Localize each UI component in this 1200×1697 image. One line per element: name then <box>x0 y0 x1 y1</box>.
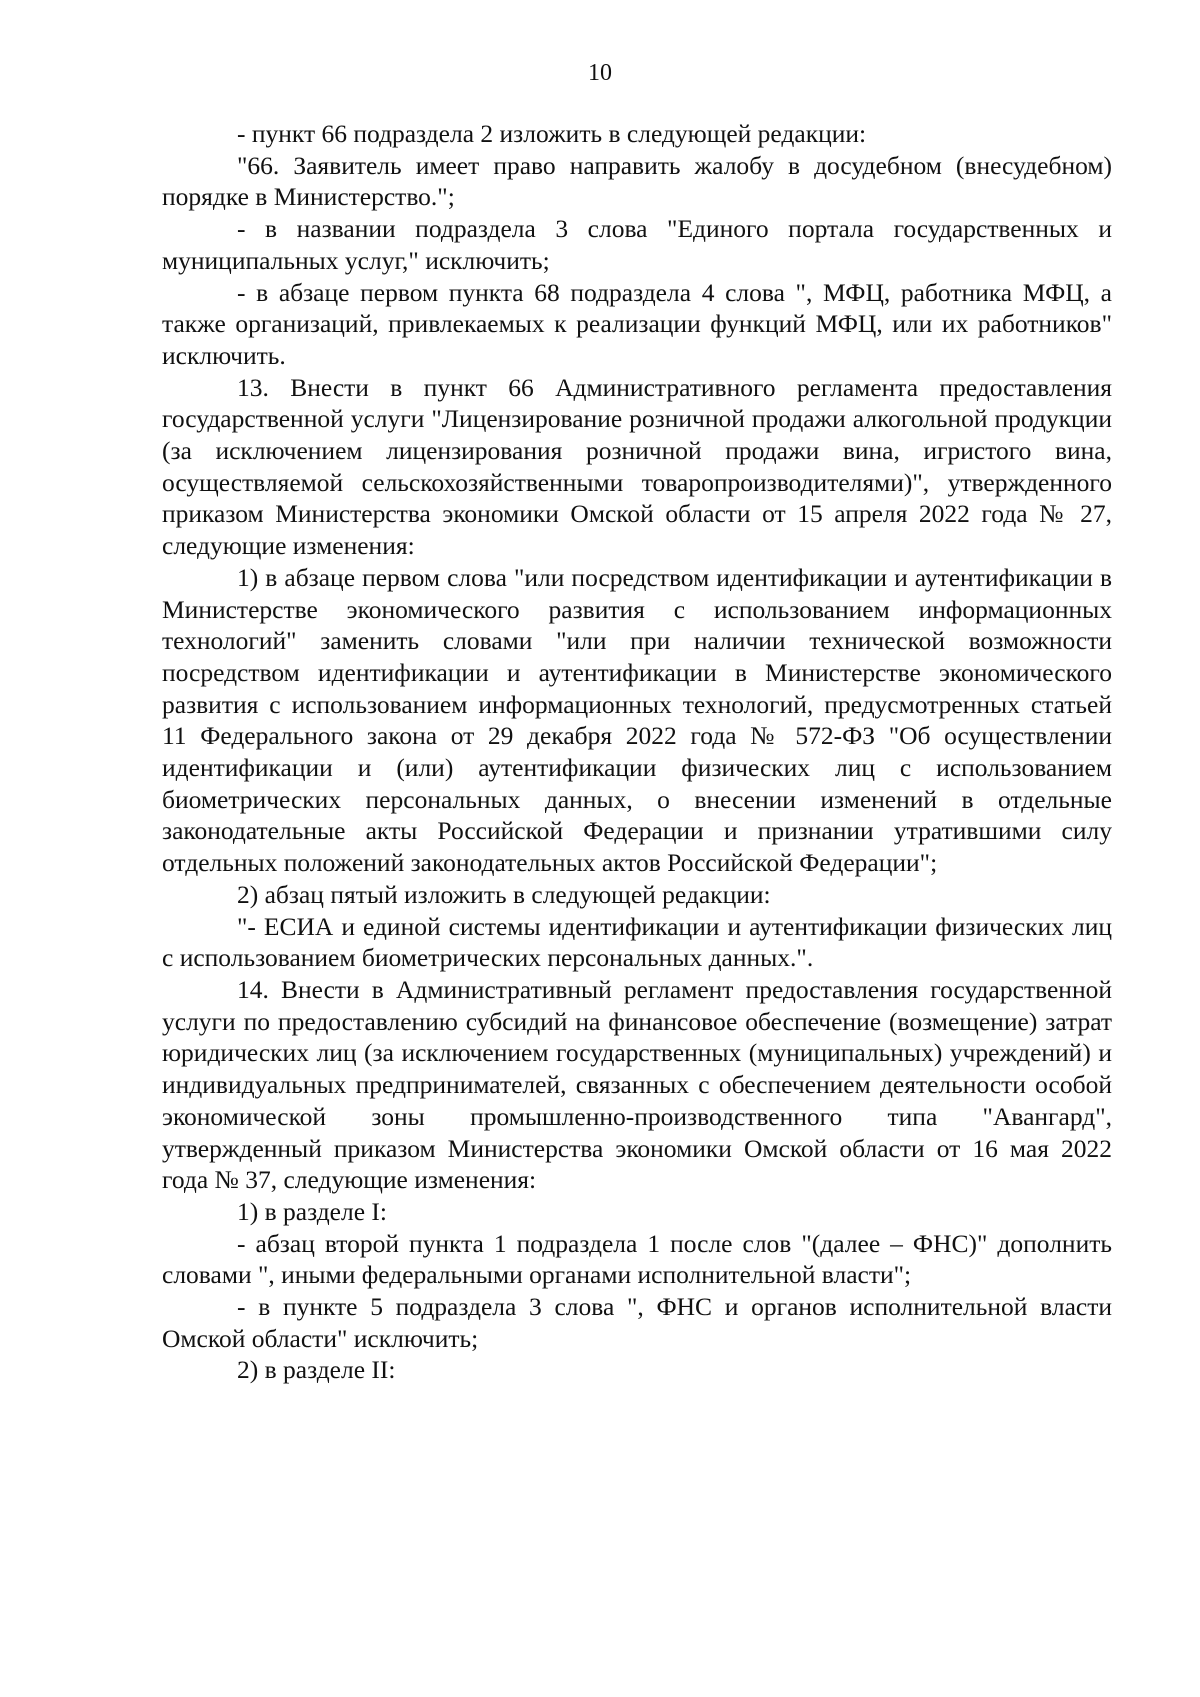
paragraph-13-change-1: 1) в абзаце первом слова "или посредством идентификации и аутентификации в Министерстве экономического развития с использованием информационных технологий" заменить словами "или при наличии технической возможности посредством идентификации и аутентификации в Министерстве экономического развития с использованием информационных технологий, предусмотренных статьей 11 Федерального закона от 29 декабря 2022 года № 572-ФЗ "Об осуществлении идентификации и (или) аутентификации физических лиц с использованием биометрических персональных данных, о внесении изменений в отдельные законодательные акты Российской Федерации и признании утратившими силу отдельных положений законодательных актов Российской Федерации"; <box>162 562 1112 878</box>
paragraph-section-13: 13. Внести в пункт 66 Административного регламента предоставления государственной услуги "Лицензирование розничной продажи алкогольной продукции (за исключением лицензирования розничной продажи вина, игристого вина, осуществляемой сельскохозяйственными товаропроизводителями)", утвержденного приказом Министерства экономики Омской области от 15 апреля 2022 года № 27, следующие изменения: <box>162 372 1112 561</box>
document-body <box>162 118 1112 1386</box>
paragraph-subsection-3-title: - в названии подраздела 3 слова "Единого портала государственных и муниципальных услуг," исключить; <box>162 214 1112 275</box>
paragraph-14-section-1: 1) в разделе I: <box>237 1196 387 1226</box>
paragraph-13-change-2: 2) абзац пятый изложить в следующей редакции: <box>237 879 771 909</box>
paragraph-item-68: - в абзаце первом пункта 68 подраздела 4 слова ", МФЦ, работника МФЦ, а также организаций, привлекаемых к реализации функций МФЦ, или их работников" исключить. <box>162 277 1112 370</box>
paragraph-14-section-2: 2) в разделе II: <box>237 1355 396 1385</box>
paragraph-section-14: 14. Внести в Административный регламент предоставления государственной услуги по предоставлению субсидий на финансовое обеспечение (возмещение) затрат юридических лиц (за исключением государственных (муниципальных) учреждений) и индивидуальных предпринимателей, связанных с обеспечением деятельности особой экономической зоны промышленно-производственного типа "Авангард", утвержденный приказом Министерства экономики Омской области от 16 мая 2022 года № 37, следующие изменения: <box>162 974 1112 1195</box>
paragraph-14-item-1: - абзац второй пункта 1 подраздела 1 после слов "(далее – ФНС)" дополнить словами ", иными федеральными органами исполнительной власти"; <box>162 1228 1112 1290</box>
page-number: 10 <box>588 60 612 86</box>
paragraph-item-66-text: "66. Заявитель имеет право направить жалобу в досудебном (внесудебном) порядке в Министерство."; <box>162 150 1112 212</box>
paragraph-14-item-5: - в пункте 5 подраздела 3 слова ", ФНС и органов исполнительной власти Омской области" исключить; <box>162 1292 1112 1353</box>
paragraph-13-change-2-text: "- ЕСИА и единой системы идентификации и аутентификации физических лиц с использованием биометрических персональных данных.". <box>162 911 1112 973</box>
paragraph-item-66-intro: - пункт 66 подраздела 2 изложить в следующей редакции: <box>237 119 867 148</box>
